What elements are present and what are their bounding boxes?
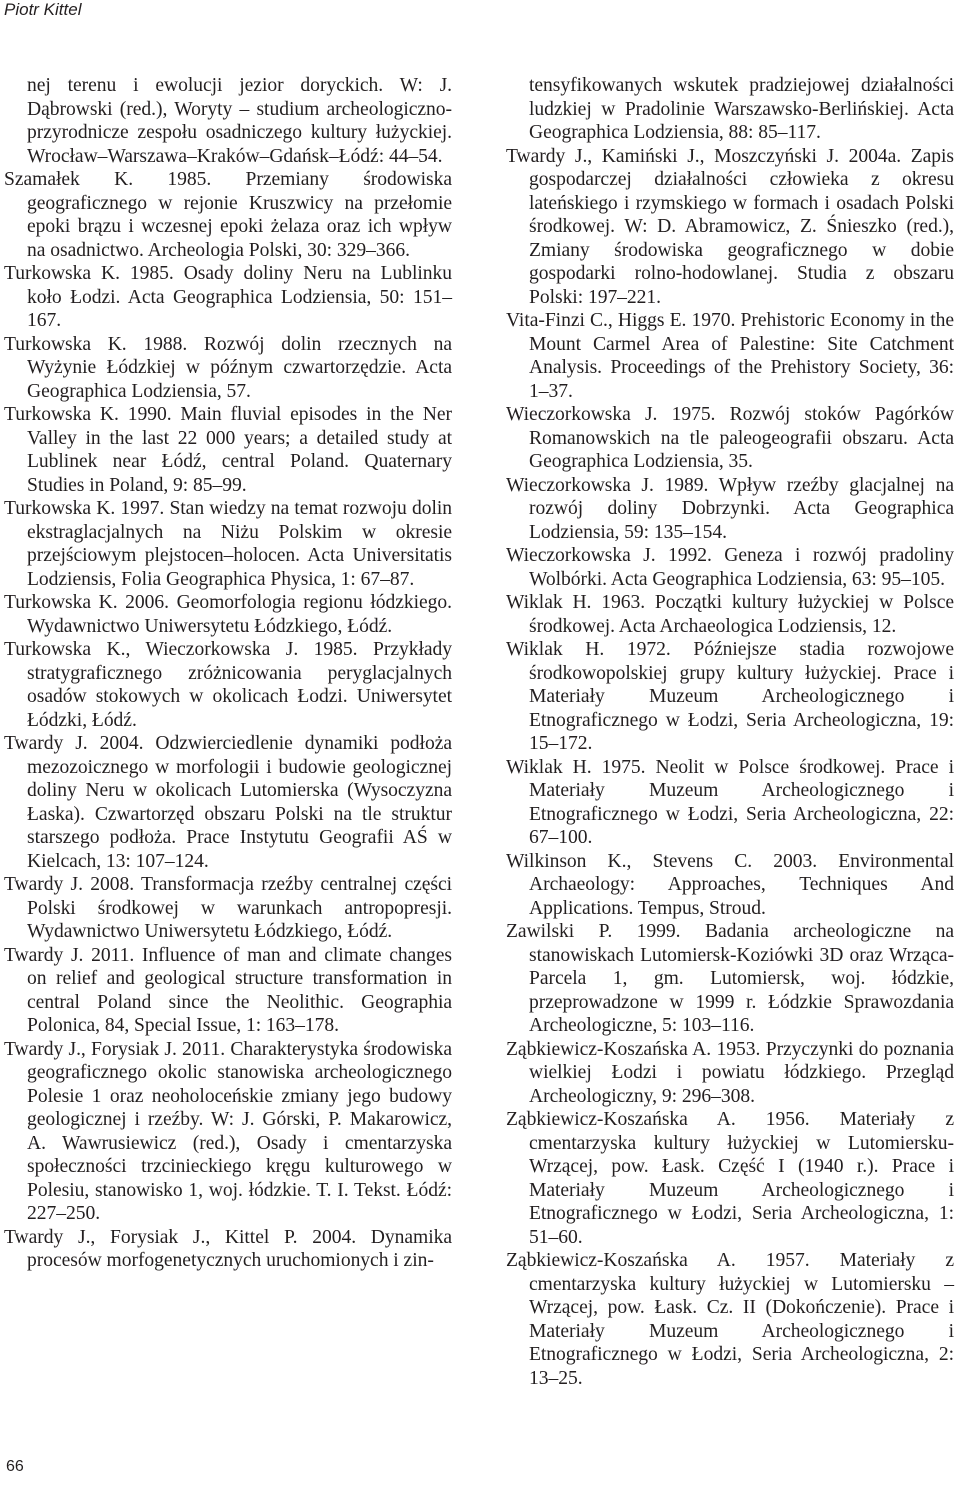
reference-entry: Twardy J., Forysiak J. 2011. Charakterystyka środowiska geograficznego okolic stanowiska archeologicznego Polesie 1 oraz neoholoceńskie zmiany jego budowy geologicznej i rzeźby. W: J. Górski, P. Makarowicz, A. Wawrusiewicz (red.), Osady i cmentarzyska społeczności trzcinieckiego kręgu kulturowego w Polesiu, stanowisko 1, woj. łódzkie. T. I. Tekst. Łódź: 227–250.: [4, 1038, 452, 1224]
reference-entry: Wilkinson K., Stevens C. 2003. Environmental Archaeology: Approaches, Techniques And Applications. Tempus, Stroud.: [506, 850, 954, 919]
reference-entry: Turkowska K., Wieczorkowska J. 1985. Przykłady stratygraficznego zróżnicowania peryglacjalnych osadów stokowych w okolicach Łodzi. Uniwersytet Łódzki, Łódź.: [4, 639, 452, 731]
reference-entry: Turkowska K. 1990. Main fluvial episodes in the Ner Valley in the last 22 000 years; a detailed study at Lublinek near Łódź, central Poland. Quaternary Studies in Poland, 9: 85–99.: [4, 404, 452, 496]
reference-entry: Twardy J., Forysiak J., Kittel P. 2004. Dynamika procesów morfogenetycznych uruchomionych i zin-: [4, 1226, 452, 1271]
references-left-column: [4, 74, 452, 1273]
reference-entry: Zawilski P. 1999. Badania archeologiczne na stanowiskach Lutomiersk-Koziówki 3D oraz Wrząca-Parcela 1, gm. Lutomiersk, woj. łódzkie, przeprowadzone w 1999 r. Łódzkie Sprawozdania Archeologiczne, 5: 103–116.: [506, 921, 954, 1036]
reference-entry: Vita-Finzi C., Higgs E. 1970. Prehistoric Economy in the Mount Carmel Area of Palestine: Site Catchment Analysis. Proceedings of the Prehistory Society, 36: 1–37.: [506, 310, 954, 402]
reference-entry: Ząbkiewicz-Koszańska A. 1956. Materiały z cmentarzyska kultury łużyckiej w Lutomiersku-Wrzącej, pow. Łask. Część I (1940 r.). Prace i Materiały Muzeum Archeologicznego i Etnograficznego w Łodzi, Seria Archeologiczna, 1: 51–60.: [506, 1109, 954, 1248]
reference-entry: Turkowska K. 2006. Geomorfologia regionu łódzkiego. Wydawnictwo Uniwersytetu Łódzkiego, Łódź.: [4, 592, 452, 637]
reference-entry: Twardy J., Kamiński J., Moszczyński J. 2004a. Zapis gospodarczej działalności człowieka z okresu lateńskiego i rzymskiego w formach i osadach Polski środkowej. W: D. Abramowicz, Z. Śnieszko (red.), Zmiany środowiska geograficznego w dobie gospodarki rolno-hodowlanej. Studia z obszaru Polski: 197–221.: [506, 145, 954, 308]
reference-entry: Wiklak H. 1975. Neolit w Polsce środkowej. Prace i Materiały Muzeum Archeologicznego i Etnograficznego w Łodzi, Seria Archeologiczna, 22: 67–100.: [506, 756, 954, 848]
reference-entry: Wieczorkowska J. 1989. Wpływ rzeźby glacjalnej na rozwój doliny Dobrzynki. Acta Geographica Lodziensia, 59: 135–154.: [506, 474, 954, 543]
reference-entry: Turkowska K. 1988. Rozwój dolin rzecznych na Wyżynie Łódzkiej w późnym czwartorzędzie. Acta Geographica Lodziensia, 57.: [4, 333, 452, 402]
reference-entry: Wieczorkowska J. 1975. Rozwój stoków Pagórków Romanowskich na tle paleogeografii obszaru. Acta Geographica Lodziensia, 35.: [506, 404, 954, 472]
reference-entry: Wiklak H. 1963. Początki kultury łużyckiej w Polsce środkowej. Acta Archaeologica Lodziensis, 12.: [506, 592, 954, 637]
reference-entry: Twardy J. 2011. Influence of man and climate changes on relief and geological structure transformation in central Poland since the Neolithic. Geographia Polonica, 84, Special Issue, 1: 163–178.: [4, 944, 452, 1036]
reference-entry: Turkowska K. 1985. Osady doliny Neru na Lublinku koło Łodzi. Acta Geographica Lodziensia, 50: 151–167.: [4, 263, 452, 331]
reference-entry: Wiklak H. 1972. Późniejsze stadia rozwojowe środkowopolskiej grupy kultury łużyckiej. Prace i Materiały Muzeum Archeologicznego i Etnograficznego w Łodzi, Seria Archeologiczna, 19: 15–172.: [506, 639, 954, 754]
reference-entry: nej terenu i ewolucji jezior doryckich. W: J. Dąbrowski (red.), Woryty – studium archeologiczno-przyrodnicze zespołu osadniczego kultury łużyckiej. Wrocław–Warszawa–Kraków–Gdańsk–Łódź: 44–54.: [27, 75, 452, 167]
reference-entry: Twardy J. 2008. Transformacja rzeźby centralnej części Polski środkowej w warunkach antropopresji. Wydawnictwo Uniwersytetu Łódzkiego, Łódź.: [4, 874, 452, 942]
reference-entry: Twardy J. 2004. Odzwierciedlenie dynamiki podłoża mezozoicznego w morfologii i budowie geologicznej doliny Neru w okolicach Lutomierska (Wysoczyzna Łaska). Czwartorzęd obszaru Polski na tle struktur starszego podłoża. Prace Instytutu Geografii AŚ w Kielcach, 13: 107–124.: [4, 733, 452, 872]
reference-entry: Ząbkiewicz-Koszańska A. 1953. Przyczynki do poznania wielkiej Łodzi i powiatu łódzkiego. Przegląd Archeologiczny, 9: 296–308.: [506, 1038, 954, 1107]
reference-entry: Wieczorkowska J. 1992. Geneza i rozwój pradoliny Wolbórki. Acta Geographica Lodziensia, 63: 95–105.: [506, 545, 954, 590]
references-right-column: [506, 74, 954, 1390]
running-head-author: Piotr Kittel: [4, 0, 82, 19]
reference-entry: tensyfikowanych wskutek pradziejowej działalności ludzkiej w Pradolinie Warszawsko-Berlińskiej. Acta Geographica Lodziensia, 88: 85–117.: [529, 75, 954, 143]
reference-entry: Ząbkiewicz-Koszańska A. 1957. Materiały z cmentarzyska kultury łużyckiej w Lutomiersku – Wrzącej, pow. Łask. Cz. II (Dokończenie). Prace i Materiały Muzeum Archeologicznego i Etnograficznego w Łodzi, Seria Archeologiczna, 2: 13–25.: [506, 1250, 954, 1389]
reference-entry: Turkowska K. 1997. Stan wiedzy na temat rozwoju dolin ekstraglacjalnych na Niżu Polskim w okresie przejściowym plejstocen–holocen. Acta Universitatis Lodziensis, Folia Geographica Physica, 1: 67–87.: [4, 498, 452, 590]
reference-entry: Szamałek K. 1985. Przemiany środowiska geograficznego w rejonie Kruszwicy na przełomie epoki brązu i wczesnej epoki żelaza oraz ich wpływ na osadnictwo. Archeologia Polski, 30: 329–366.: [4, 169, 452, 261]
page-number: 66: [6, 1458, 24, 1475]
